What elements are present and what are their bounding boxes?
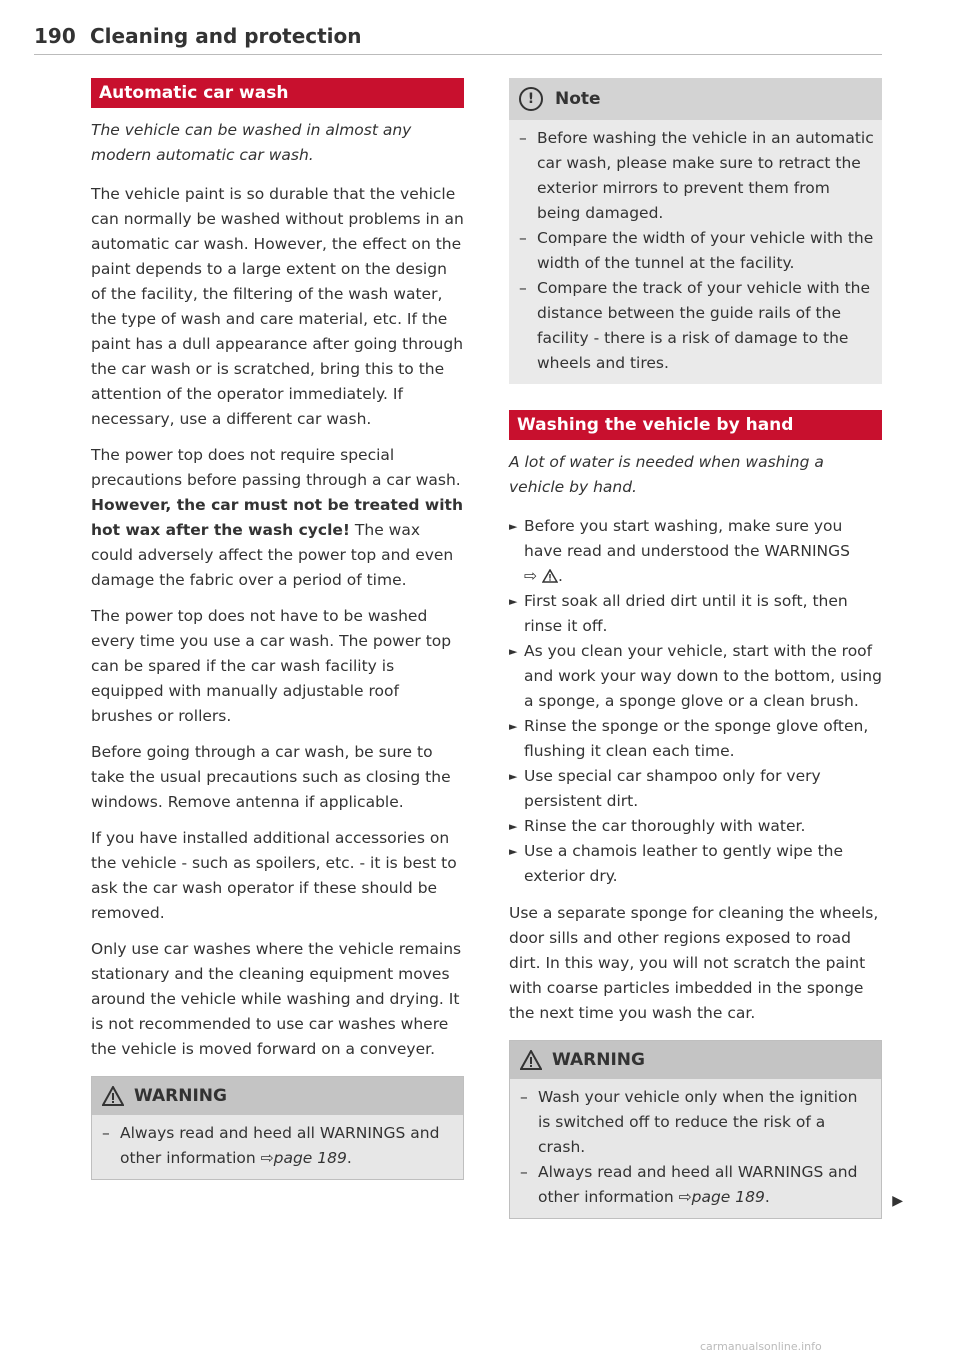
continue-arrow-icon: ▶ [892, 1193, 903, 1209]
warning-body [92, 1115, 463, 1179]
text: The power top does not require special precautions before passing through a car wash. [91, 446, 461, 489]
warning-triangle-icon[interactable] [542, 569, 558, 583]
text: Always read and heed all WARNINGS and other information [120, 1124, 440, 1167]
warning-triangle-icon [520, 1050, 542, 1070]
note-title: Note [555, 88, 601, 109]
page-reference-link[interactable]: page 189 [273, 1149, 347, 1167]
bold-text: However, the car must not be treated with hot wax after the wash cycle! [91, 496, 463, 539]
page-reference-link[interactable]: page 189 [691, 1188, 765, 1206]
paragraph: The vehicle paint is so durable that the vehicle can normally be washed without problems in an automatic car wash. However, the effect on the paint depends to a large extent on the design of the facility, the filtering of the wash water, the type of wash and care material, etc. If the paint has a dull appearance after going through the car wash or is scratched, bring this to the attention of the operator immediately. If necessary, use a different car wash. [91, 185, 464, 428]
note-item: – Before washing the vehicle in an automatic car wash, please make sure to retract the exterior mirrors to prevent them from being damaged. [517, 126, 874, 226]
list-item: ► Before you start washing, make sure you have read and understood the WARNINGS ⇨ . [509, 514, 882, 589]
list-item: ► Rinse the car thoroughly with water. [509, 814, 882, 839]
arrow-right-icon: ⇨ [524, 567, 537, 585]
note-body [509, 120, 882, 384]
text: The wax could adversely affect the power top and even damage the fabric over a period of time. [91, 521, 454, 589]
warning-triangle-icon [102, 1086, 124, 1106]
chapter-title: Cleaning and protection [90, 24, 362, 48]
arrow-right-icon: ⇨ [678, 1188, 692, 1206]
page-number: 190 [34, 24, 76, 48]
note-header [509, 78, 882, 120]
section-intro: The vehicle can be washed in almost any modern automatic car wash. [91, 121, 412, 164]
paragraph: If you have installed additional accessories on the vehicle - such as spoilers, etc. - it is best to ask the car wash operator if these should be removed. [91, 829, 457, 922]
arrow-right-icon: ⇨ [260, 1149, 274, 1167]
warning-box [509, 1040, 903, 1219]
list-item: ► Use a chamois leather to gently wipe the exterior dry. [509, 839, 882, 889]
list-item: ► Rinse the sponge or the sponge glove often, flushing it clean each time. [509, 714, 882, 764]
warning-title: WARNING [552, 1049, 645, 1070]
warning-box [91, 1076, 464, 1180]
text: Before you start washing, make sure you have read and understood the WARNINGS [524, 517, 850, 560]
list-item: ► First soak all dried dirt until it is soft, then rinse it off. [509, 589, 882, 639]
paragraph: Use a separate sponge for cleaning the wheels, door sills and other regions exposed to road dirt. In this way, you will not scratch the paint with coarse particles imbedded in the sponge the next time you wash the car. [509, 904, 879, 1022]
list-item: ► Use special car shampoo only for very persistent dirt. [509, 764, 882, 814]
warning-header [510, 1041, 881, 1079]
paragraph: Only use car washes where the vehicle remains stationary and the cleaning equipment moves around the vehicle while washing and drying. It is not recommended to use car washes where the vehicle is moved forward on a conveyer. [91, 940, 462, 1058]
page-header [34, 24, 882, 55]
list-item: ► As you clean your vehicle, start with the roof and work your way down to the bottom, using a sponge, a sponge glove or a clean brush. [509, 639, 882, 714]
note-item: – Compare the width of your vehicle with the width of the tunnel at the facility. [517, 226, 874, 276]
warning-item [100, 1121, 455, 1171]
note-item: – Compare the track of your vehicle with the distance between the guide rails of the facility - there is a risk of damage to the wheels and tires. [517, 276, 874, 376]
right-column [509, 78, 903, 1219]
text: . [346, 1149, 352, 1167]
section-intro: A lot of water is needed when washing a vehicle by hand. [509, 453, 824, 496]
exclamation-circle-icon: ! [519, 87, 543, 111]
section-title-washing-by-hand: Washing the vehicle by hand [509, 410, 882, 440]
warning-header [92, 1077, 463, 1115]
paragraph: The power top does not have to be washed every time you use a car wash. The power top can be spared if the car wash facility is equipped with manually adjustable roof brushes or rollers. [91, 607, 452, 725]
note-box [509, 78, 882, 384]
paragraph: Before going through a car wash, be sure to take the usual precautions such as closing the windows. Remove antenna if applicable. [91, 743, 451, 811]
warning-item [518, 1160, 873, 1210]
warning-title: WARNING [134, 1085, 227, 1106]
warning-item: – Wash your vehicle only when the ignition is switched off to reduce the risk of a crash. [518, 1085, 873, 1160]
footer-watermark: carmanualsonline.info [700, 1340, 822, 1353]
warning-body [510, 1079, 881, 1218]
left-column [91, 78, 464, 1180]
text: . [764, 1188, 770, 1206]
section-title-automatic-car-wash: Automatic car wash [91, 78, 464, 108]
text: Always read and heed all WARNINGS and other information [538, 1163, 858, 1206]
paragraph [91, 443, 464, 593]
bullet-list [509, 514, 882, 889]
